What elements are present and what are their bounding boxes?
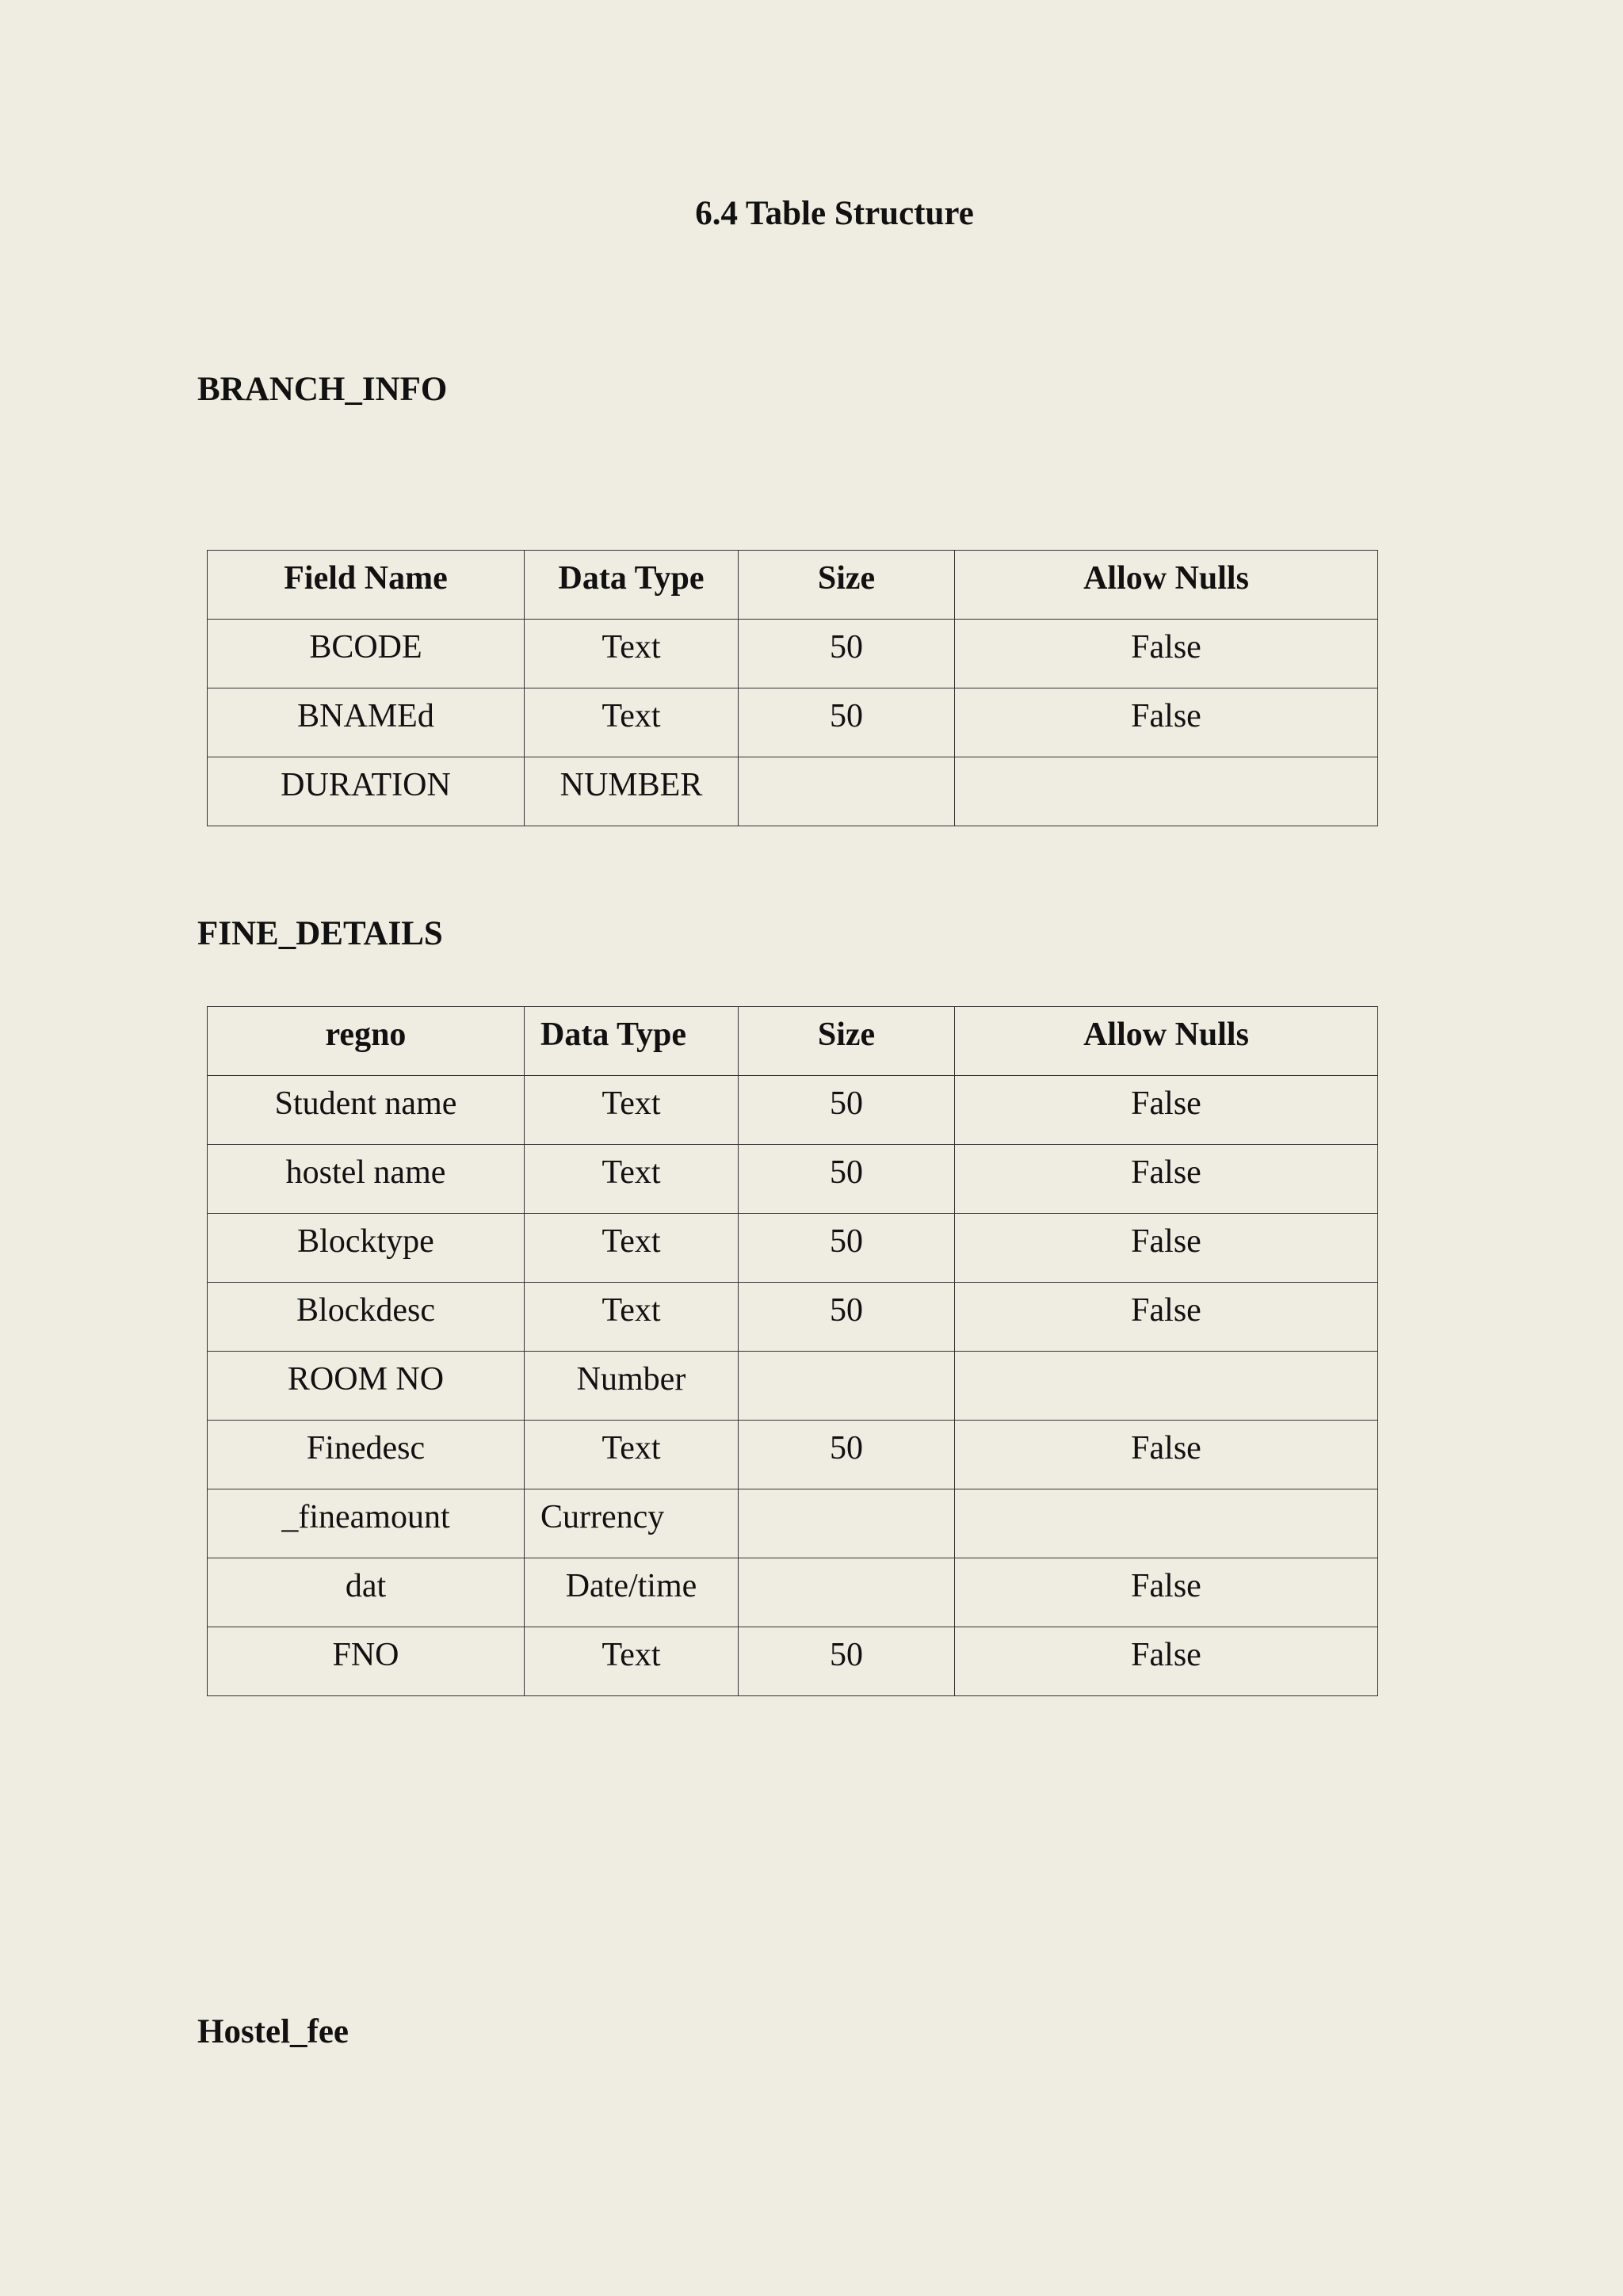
table-cell: FNO [208,1627,525,1696]
table-cell: 50 [739,1214,955,1283]
table-row [208,1145,1378,1214]
section-heading-branch-info: BRANCH_INFO [197,371,448,408]
table-cell: Text [525,1076,739,1145]
table-cell: NUMBER [525,757,739,826]
table-cell: False [955,688,1378,757]
fine-details-table [207,1006,1378,1696]
table-cell [955,1489,1378,1558]
table-row [208,757,1378,826]
table-cell: False [955,1283,1378,1352]
table-cell: Date/time [525,1558,739,1627]
table-cell [955,757,1378,826]
table-row [208,1076,1378,1145]
table-cell [739,1489,955,1558]
table-cell: Text [525,1283,739,1352]
table-cell: 50 [739,1421,955,1489]
table-cell: 50 [739,1145,955,1214]
table-cell: False [955,620,1378,688]
table-cell: False [955,1076,1378,1145]
column-header: Size [739,1007,955,1076]
branch-info-table [207,550,1378,826]
table-row [208,688,1378,757]
column-header: Field Name [208,551,525,620]
column-header: Data Type [525,551,739,620]
table-cell: 50 [739,688,955,757]
table-cell: False [955,1421,1378,1489]
table-cell: Currency [525,1489,739,1558]
table-cell: Text [525,1627,739,1696]
table-cell [955,1352,1378,1421]
table-row [208,1489,1378,1558]
table-row [208,1421,1378,1489]
page-title: 6.4 Table Structure [695,195,974,232]
table-cell [739,757,955,826]
table-header-row [208,551,1378,620]
table-cell: Blockdesc [208,1283,525,1352]
table-cell [739,1352,955,1421]
section-heading-hostel-fee: Hostel_fee [197,2013,349,2050]
column-header: Size [739,551,955,620]
table-cell: ROOM NO [208,1352,525,1421]
table-cell: 50 [739,620,955,688]
table-cell: Blocktype [208,1214,525,1283]
section-heading-fine-details: FINE_DETAILS [197,915,443,952]
table-cell: _fineamount [208,1489,525,1558]
column-header: Data Type [525,1007,739,1076]
table-cell: BCODE [208,620,525,688]
table-row [208,620,1378,688]
table-cell: Text [525,1421,739,1489]
table-row [208,1558,1378,1627]
table-cell: 50 [739,1076,955,1145]
table-row [208,1627,1378,1696]
table-cell: BNAMEd [208,688,525,757]
table-cell [739,1558,955,1627]
table-row [208,1352,1378,1421]
table-cell: 50 [739,1283,955,1352]
column-header: regno [208,1007,525,1076]
table-cell: False [955,1145,1378,1214]
table-cell: Finedesc [208,1421,525,1489]
table-cell: Number [525,1352,739,1421]
table-row [208,1283,1378,1352]
table-cell: hostel name [208,1145,525,1214]
column-header: Allow Nulls [955,1007,1378,1076]
table-cell: False [955,1214,1378,1283]
table-cell: Text [525,620,739,688]
table-cell: Text [525,1145,739,1214]
table-cell: dat [208,1558,525,1627]
table-cell: 50 [739,1627,955,1696]
column-header: Allow Nulls [955,551,1378,620]
table-cell: Text [525,1214,739,1283]
table-row [208,1214,1378,1283]
table-cell: Text [525,688,739,757]
table-cell: False [955,1558,1378,1627]
table-cell: False [955,1627,1378,1696]
table-cell: Student name [208,1076,525,1145]
table-cell: DURATION [208,757,525,826]
table-header-row [208,1007,1378,1076]
